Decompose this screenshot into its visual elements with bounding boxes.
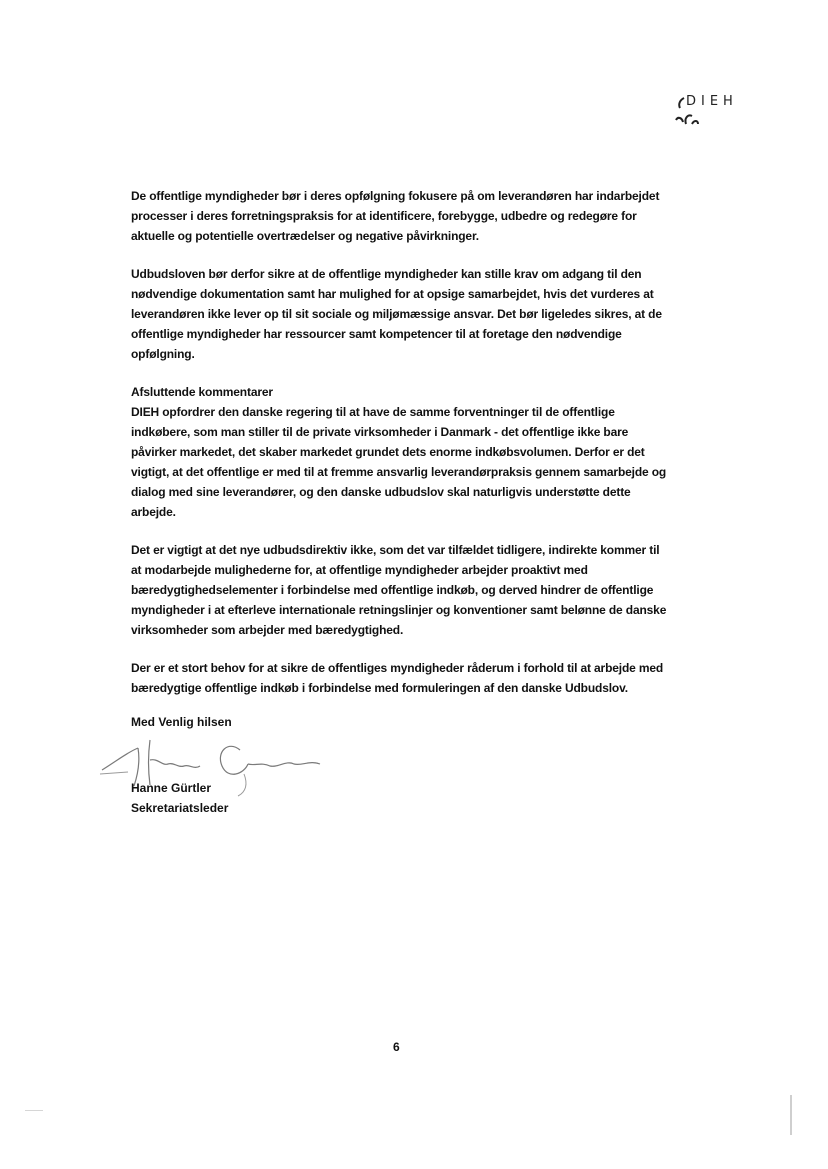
paragraph-2: Udbudsloven bør derfor sikre at de offentlige myndigheder kan stille krav om adgang til den nødvendige dokumentation samt har mulighed for at opsige samarbejdet, hvis det vurderes at leverandøren ikke lever op til sit sociale og miljømæssige ansvar. Det bør ligeledes sikres, at de offentlige myndigheder har ressourcer samt kompetencer til at foretage den nødvendige opfølgning.	[131, 267, 662, 361]
closing-greeting: Med Venlig hilsen	[131, 715, 232, 729]
paragraph-3: DIEH opfordrer den danske regering til at have de samme forventninger til de offentlige indkøbere, som man stiller til de private virksomheder i Danmark - det offentlige ikke bare påvirker markedet, det skaber markedet grundet dets enorme indkøbsvolumen. Derfor er det vigtigt, at det offentlige er med til at fremme ansvarlig leverandørpraksis gennem samarbejde og dialog med sine leverandører, og den danske udbudslov skal naturligvis understøtte dette arbejde.	[131, 405, 667, 519]
signer-block	[131, 778, 228, 818]
paragraph-4: Det er vigtigt at det nye udbudsdirektiv ikke, som det var tilfældet tidligere, indirekte kommer til at modarbejde mulighederne for, at offentlige myndigheder arbejder proaktivt med bæredygtighedselementer i forbindelse med offentlige indkøb, og derved hindrer de offentlige myndigheder i at efterleve internationale retningslinjer og konventioner samt belønne de danske virksomheder som arbejder med bæredygtighed.	[131, 543, 667, 637]
letter-body	[131, 186, 671, 716]
dieh-logo	[672, 94, 742, 134]
signer-title: Sekretariatsleder	[131, 801, 229, 815]
logo-text: DIEH	[686, 94, 738, 109]
scan-edge-mark	[790, 1095, 792, 1135]
scan-corner-mark	[25, 1110, 43, 1111]
paragraph-5: Der er et stort behov for at sikre de offentliges myndigheder råderum i forhold til at arbejde med bæredygtige offentlige indkøb i forbindelse med formuleringen af den danske Udbudslov.	[131, 661, 664, 695]
page-number: 6	[393, 1040, 400, 1054]
section-heading: Afsluttende kommentarer	[131, 385, 273, 399]
signer-name: Hanne Gürtler	[131, 781, 212, 795]
paragraph-1: De offentlige myndigheder bør i deres opfølgning fokusere på om leverandøren har indarbejdet processer i deres forretningspraksis for at identificere, forebygge, udbedre og redegøre for aktuelle og potentielle overtrædelser og negative påvirkninger.	[131, 189, 660, 243]
